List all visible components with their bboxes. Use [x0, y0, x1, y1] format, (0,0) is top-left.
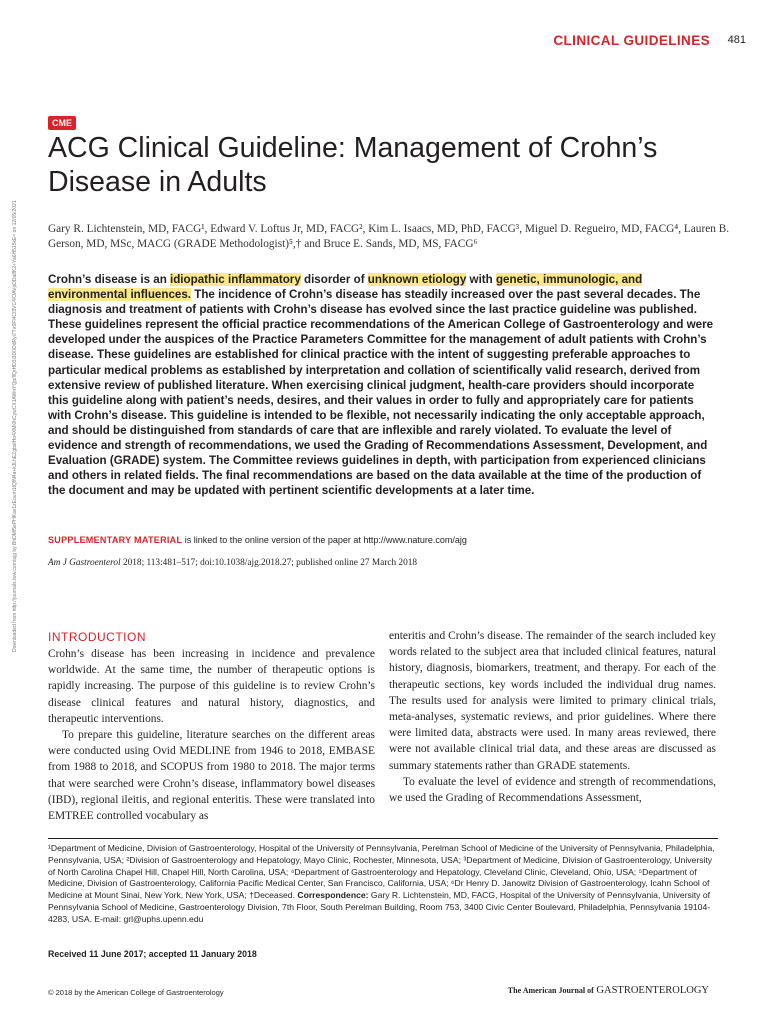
- page-number: 481: [727, 34, 746, 46]
- intro-paragraph-2: To prepare this guideline, literature searches on the different areas were conducted using Ovid MEDLINE from 1946 to 2018, EMBASE from 1988 to 2018, and SCOPUS from 1980 to 2018. The major terms that were searched were Crohn’s disease, inflammatory bowel diseases (IBD), regional ileitis, and regional enteritis. These were translated into EMTREE controlled vocabulary as: [48, 729, 375, 823]
- abstract: [48, 272, 718, 498]
- supplementary-text[interactable]: is linked to the online version of the paper at http://www.nature.com/ajg: [182, 535, 467, 545]
- highlight-unknown-etiology[interactable]: unknown etiology: [367, 273, 467, 286]
- intro-paragraph-4: To evaluate the level of evidence and strength of recommendations, we used the Grading of Recommendations Assessment,: [389, 775, 716, 805]
- section-heading-introduction: INTRODUCTION: [48, 630, 146, 644]
- journal-abbrev: Am J Gastroenterol: [48, 558, 121, 568]
- supplementary-label: SUPPLEMENTARY MATERIAL: [48, 535, 183, 545]
- copyright-notice: © 2018 by the American College of Gastroenterology: [48, 988, 224, 997]
- intro-paragraph-1: Crohn’s disease has been increasing in incidence and prevalence worldwide. At the same time, the number of therapeutic options is rapidly increasing. The purpose of this guideline is to review Crohn’s disease clinical features and natural history, diagnostics, and therapeutic interventions.: [48, 648, 375, 725]
- affiliations-text: ¹Department of Medicine, Division of Gastroenterology, Hospital of the University of Pennsylvania, Perelman School of Medicine of the University of Pennsylvania, Philadelphia, Pennsylvania, USA; ²Division of Gastroenterology and Hepatology, Mayo Clinic, Rochester, Minnesota, USA; ³Department of Medicine, Division of Gastroenterology, University of North Carolina Chapel Hill, Chapel Hill, North Carolina, USA; ⁴Department of Gastroenterology and Hepatology, Cleveland Clinic, Cleveland, Ohio, USA; ⁵Department of Medicine, Division of Gastroenterology, California Pacific Medical Center, San Francisco, California, USA; ⁶Dr Henry D. Janowitz Division of Gastroenterology, Icahn School of Medicine at Mount Sinai, New York, New York, USA; †Deceased.: [48, 843, 715, 901]
- article-title: ACG Clinical Guideline: Management of Crohn’s Disease in Adults: [48, 132, 658, 198]
- running-header-section: CLINICAL GUIDELINES: [553, 33, 710, 48]
- journal-footer-name: GASTROENTEROLOGY: [596, 985, 709, 996]
- citation-details: 2018; 113:481–517; doi:10.1038/ajg.2018.27; published online 27 March 2018: [120, 558, 418, 568]
- citation-line: [48, 558, 728, 568]
- journal-footer: [420, 985, 709, 996]
- correspondence-label: Correspondence:: [297, 890, 369, 901]
- highlight-idiopathic-inflammatory[interactable]: idiopathic inflammatory: [170, 273, 301, 286]
- cme-badge: CME: [48, 116, 76, 130]
- abstract-text-2: disorder of: [300, 273, 368, 286]
- highlight-genetic-immunologic[interactable]: genetic, immunologic, and environmental influences.: [48, 273, 643, 302]
- body-column-right: [389, 628, 716, 806]
- abstract-text-3: with: [466, 273, 496, 286]
- correspondence-text: Gary R. Lichtenstein, MD, FACG, Hospital of the University of Pennsylvania, University of Pennsylvania School of Medicine, Gastroenterology Division, 7th Floor, South Perelman Building, Room 753, 3400 Civic Center Boulevard, Philadelphia, Pennsylvania 19104-4283, USA. E-mail: grl@uphs.upenn.edu: [48, 890, 711, 924]
- received-dates: Received 11 June 2017; accepted 11 January 2018: [48, 949, 257, 959]
- body-column-left: [48, 628, 375, 824]
- download-watermark: Downloaded from http://journals.lww.com/ajg by BhDMf5ePHKav1zEoum1tQfN4a+kJLhEZgbsIHo4XMi0hCywCX1AWnYQp/IlQrHD3i3D0OdRyi7TvSFl4Cf3VC4/OAVpDDa8K2+Ya6H515kE= on 12/05/2021: [12, 200, 18, 652]
- intro-paragraph-3: enteritis and Crohn’s disease. The remainder of the search included key words related to the subject area that included clinical features, natural history, diagnosis, biomarkers, treatment, and therapy. For each of the therapeutic sections, key words included the individual drug names. The results used for analysis were limited to primary clinical trials, meta-analyses, systematic reviews, and prior guidelines. Where there were limited data, abstracts were used. In many areas reviewed, there were not available clinical trial data, and these areas are discussed as summary statements rather than GRADE statements.: [389, 630, 716, 772]
- abstract-text-4: The incidence of Crohn’s disease has steadily increased over the past several decades. The diagnosis and treatment of patients with Crohn’s disease has evolved since the last practice guideline was published. These guidelines represent the official practice recommendations of the American College of Gastroenterology and were developed under the auspices of the Practice Parameters Committee for the management of adult patients with Crohn’s disease. These guidelines are established for clinical practice with the intent of suggesting preferable approaches to particular medical problems as established by interpretation and collation of scientifically valid research, derived from extensive review of published literature. When exercising clinical judgment, health-care providers should incorporate this guideline along with patient’s needs, desires, and their values in order to fully and appropriately care for patients with Crohn’s disease. This guideline is intended to be flexible, not necessarily indicating the only acceptable approach, and should be distinguished from standards of care that are inflexible and rarely violated. To evaluate the level of evidence and strength of recommendations, we used the Grading of Recommendations Assessment, Development, and Evaluation (GRADE) system. The Committee reviews guidelines in depth, with participation from experienced clinicians and others in related fields. The final recommendations are based on the data available at the time of the production of the document and may be updated with pertinent scientific developments at a later time.: [48, 288, 714, 498]
- affiliation-footnotes: [48, 838, 718, 926]
- journal-footer-prefix: The American Journal of: [507, 986, 594, 995]
- abstract-text-1: Crohn’s disease is an: [48, 273, 170, 286]
- author-list: Gary R. Lichtenstein, MD, FACG¹, Edward V. Loftus Jr, MD, FACG², Kim L. Isaacs, MD, PhD, FACG³, Miguel D. Regueiro, MD, FACG⁴, Lauren B. Gerson, MD, MSc, MACG (GRADE Methodologist)⁵,† and Bruce E. Sands, MD, MS, FACG⁶: [48, 223, 730, 250]
- supplementary-note: [48, 535, 728, 545]
